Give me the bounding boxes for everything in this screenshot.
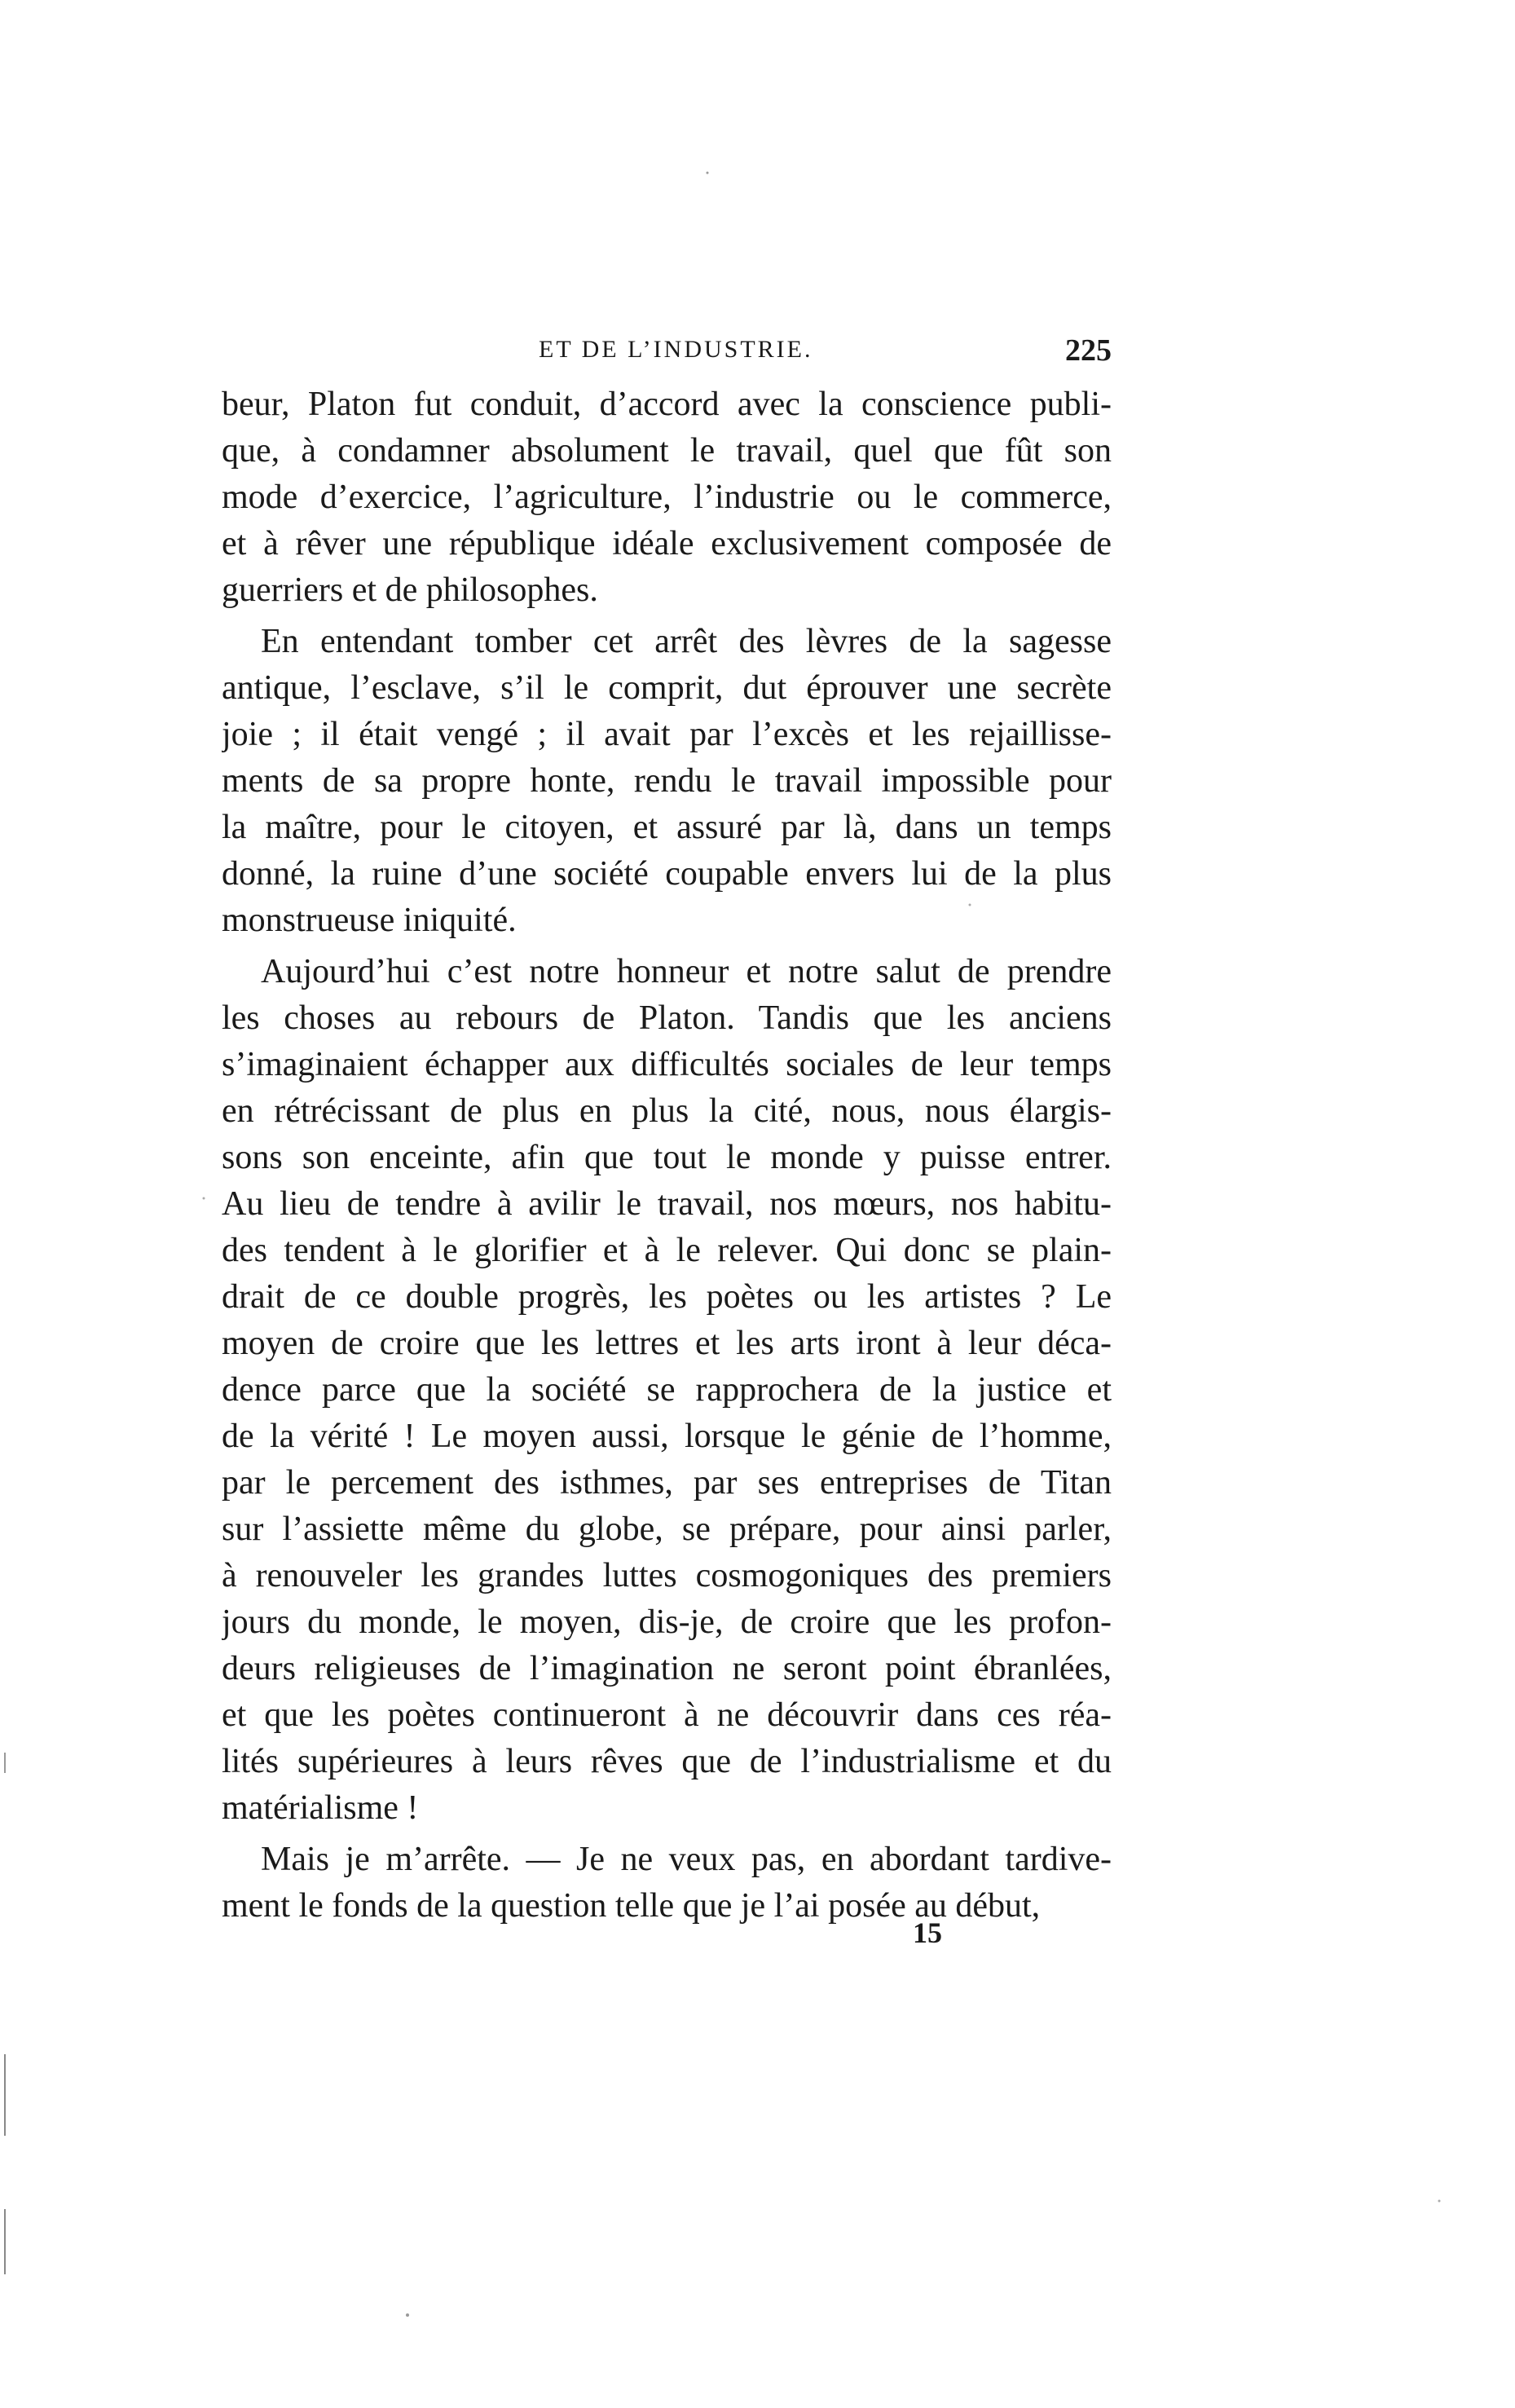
text-line: en rétrécissant de plus en plus la cité, nous, nous élargis- xyxy=(222,1092,1112,1130)
text-line: sur l’assiette même du globe, se prépare, pour ainsi parler, xyxy=(222,1511,1112,1548)
paper-speck xyxy=(406,2313,409,2317)
text-line: antique, l’esclave, s’il le comprit, dut éprouver une secrète xyxy=(222,669,1112,707)
text-line: s’imaginaient échapper aux difficultés sociales de leur temps xyxy=(222,1046,1112,1083)
text-line: joie ; il était vengé ; il avait par l’excès et les rejaillisse- xyxy=(222,716,1112,753)
text-line: de la vérité ! Le moyen aussi, lorsque le génie de l’homme, xyxy=(222,1418,1112,1455)
text-line: mode d’exercice, l’agriculture, l’industrie ou le commerce, xyxy=(222,479,1112,516)
text-line: ments de sa propre honte, rendu le travail impossible pour xyxy=(222,762,1112,800)
text-line: monstrueuse iniquité. xyxy=(222,902,517,939)
text-line: matérialisme ! xyxy=(222,1789,419,1827)
text-line: et que les poètes continueront à ne découvrir dans ces réa- xyxy=(222,1696,1112,1734)
text-line: des tendent à le glorifier et à le relever. Qui donc se plain- xyxy=(222,1232,1112,1269)
running-title: ET DE L’INDUSTRIE. xyxy=(539,336,813,363)
body-text xyxy=(222,381,1112,1929)
text-line: Mais je m’arrête. — Je ne veux pas, en abordant tardive- xyxy=(261,1841,1112,1878)
page-number: 225 xyxy=(1065,333,1112,368)
paper-speck xyxy=(203,1197,205,1200)
text-line: drait de ce double progrès, les poètes ou les artistes ? Le xyxy=(222,1278,1112,1316)
text-line: moyen de croire que les lettres et les arts iront à leur déca- xyxy=(222,1325,1112,1362)
text-line: à renouveler les grandes luttes cosmogoniques des premiers xyxy=(222,1557,1112,1594)
text-line: ment le fonds de la question telle que je l’ai posée au début, xyxy=(222,1887,1041,1925)
running-head xyxy=(222,333,1112,373)
text-line: jours du monde, le moyen, dis-je, de croire que les profon- xyxy=(222,1603,1112,1641)
text-line: Aujourd’hui c’est notre honneur et notre salut de prendre xyxy=(261,953,1112,990)
signature-mark: 15 xyxy=(913,1916,942,1949)
text-line: par le percement des isthmes, par ses entreprises de Titan xyxy=(222,1464,1112,1502)
text-line: donné, la ruine d’une société coupable envers lui de la plus xyxy=(222,855,1112,893)
text-line: En entendant tomber cet arrêt des lèvres de la sagesse xyxy=(261,623,1112,660)
text-line: et à rêver une république idéale exclusivement composée de xyxy=(222,525,1112,562)
text-line: sons son enceinte, afin que tout le monde y puisse entrer. xyxy=(222,1139,1112,1176)
paper-speck xyxy=(1438,2200,1441,2203)
text-line: lités supérieures à leurs rêves que de l’industrialisme et du xyxy=(222,1743,1112,1780)
text-line: deurs religieuses de l’imagination ne seront point ébranlées, xyxy=(222,1650,1112,1687)
text-line: la maître, pour le citoyen, et assuré par là, dans un temps xyxy=(222,809,1112,846)
text-line: les choses au rebours de Platon. Tandis que les anciens xyxy=(222,999,1112,1037)
paper-speck xyxy=(707,172,709,174)
text-line: que, à condamner absolument le travail, quel que fût son xyxy=(222,432,1112,470)
text-line: beur, Platon fut conduit, d’accord avec la conscience publi- xyxy=(222,386,1112,423)
text-line: Au lieu de tendre à avilir le travail, nos mœurs, nos habitu- xyxy=(222,1185,1112,1223)
text-line: guerriers et de philosophes. xyxy=(222,571,598,609)
text-line: dence parce que la société se rapprochera de la justice et xyxy=(222,1371,1112,1409)
